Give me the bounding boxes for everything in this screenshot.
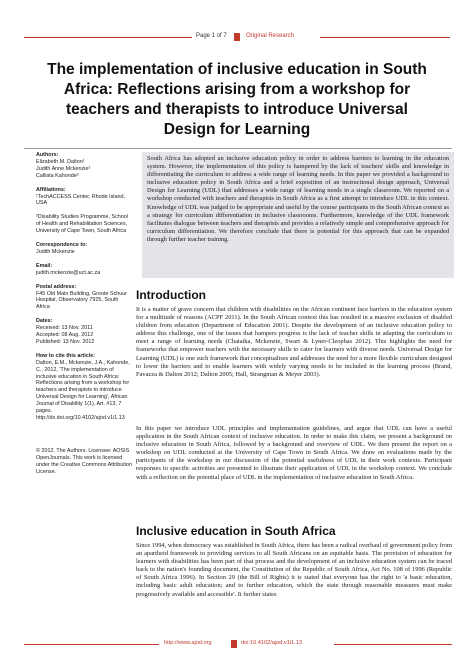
running-footer: [24, 640, 452, 648]
footer-rule-right: [334, 644, 452, 645]
sidebar-text: Judith Mckenzie: [36, 248, 75, 255]
doi-link[interactable]: doi:10.4102/ajod.v1i1.13: [241, 640, 302, 646]
paragraph: In this paper we introduce UDL principles and implementation guidelines, and argue that UDL can have a useful application in the South African context of inclusive education. In order to make this claim, we present a background on inclusive education in South Africa, followed by a background and overview of UDL. We then present the report on a workshop on UDL conducted at the University of Cape Town in South Africa. We draw on evaluations made by the participants of the workshop in our discussion of the potential usefulness of UDL in their work contexts. Participant responses to specific activities are presented to illustrate their application of UDL in the workshop context. We conclude with a reflection on the potential place of UDL in the implementation of inclusive education in South Africa.: [136, 425, 452, 481]
sidebar-text: F45 Old Main Building, Groote Schuur Hospital, Observatory 7925, South Africa: [36, 290, 128, 311]
sidebar-heading: Email:: [36, 262, 53, 269]
sidebar-heading: Postal address:: [36, 283, 77, 290]
page-number: Page 1 of 7: [196, 33, 227, 39]
section-heading-inclusive-education: Inclusive education in South Africa: [136, 524, 336, 538]
sidebar-text: Received: 13 Nov. 2011 Accepted: 08 Aug. 2012 Published: 13 Nov. 2012: [36, 325, 95, 345]
header-rule-left: [24, 37, 192, 38]
sidebar-heading: Authors:: [36, 152, 59, 158]
footer-marker: [231, 640, 237, 648]
journal-url-link[interactable]: http://www.ajod.org: [164, 640, 212, 646]
sidebar-heading: How to cite this article:: [36, 352, 96, 359]
license-note: © 2012. The Authors. Licensee: AOSIS OpenJournals. This work is licensed under the Creative Commons Attribution License.: [36, 447, 132, 475]
sidebar-text: Elizabeth M. Dalton¹ Judith Anne Mckenzie² Callista Kahonde²: [36, 158, 91, 179]
article-title: The implementation of inclusive education in South Africa: Reflections arising from a workshop for teachers and therapists to introduce Universal Design for Learning: [47, 61, 427, 138]
sidebar-text: ¹TechACCESS Center, Rhode Island, USA ²Disability Studies Programme, School of Health and Rehabilitation Sciences, University of Cape Town, South Africa: [36, 193, 128, 235]
article-type: Original Research: [246, 33, 295, 39]
sidebar-heading: Dates:: [36, 318, 53, 325]
header-rule-right: [320, 37, 450, 38]
paragraph: Since 1994, when democracy was established in South Africa, there has been a radical overhaul of government policy from an apartheid framework to providing services to all South Africans on an equitable basis. The provision of education for learners with disabilities has been part of that process and the development of an inclusive education system can be traced back to the nation's founding document, the Constitution of the Republic of South Africa, Act No. 108 of 1996 (Republic of South Africa 1996). In Section 29 (the Bill of Rights) it is stated that everyone has the right to 'a basic education, including basic adult education; and to further education, which the state through reasonable measures must make progressively available and accessible'. It further states: [136, 542, 452, 598]
citation-text: Dalton, E.M., Mckenzie, J.A., Kahonde, C., 2012, 'The implementation of inclusive education in South Africa: Reflections arising from a workshop for teachers and therapists to introduce Universal Design for Learning', African Journal of Disability 1(1), Art. #13, 7 pages. http://dx.doi.org/10.4102/ajod.v1i1.13: [36, 359, 130, 421]
title-divider: [24, 148, 452, 149]
section-heading-introduction: Introduction: [136, 288, 206, 302]
running-header: [0, 33, 474, 43]
footer-rule-left: [24, 644, 159, 645]
email-link[interactable]: judith.mckenzie@uct.ac.za: [36, 269, 101, 276]
sidebar-heading: Affiliations:: [36, 186, 66, 193]
sidebar-heading: Correspondence to:: [36, 241, 88, 248]
header-marker: [234, 33, 240, 41]
paragraph: It is a matter of grave concern that children with disabilities on the African continent face barriers in the education system for a multitude of reasons (ACPF 2011). In the South African context this has resulted in a massive exclusion of disabled children from education (Department of Education 2001). Despite the development of an inclusive education policy to address this challenge, one of the issues that hampers progress is the lack of teacher skills in adapting the curriculum to meet a range of learning needs (Chataika, Mckenzie, Swart & Lyner-Cleophas 2012). This highlights the need for frameworks that empower teachers with the necessary skills to cater for learners with diverse needs. Universal Design for Learning (UDL) is one such framework that conceptualises and addresses the need for a more flexible curriculum designed to lower the barriers and to enable learners with widely varying needs to be included in the learning process (Brand, Favazza & Dalton 2012; Dalton 2005; Hall, Strangman & Meyer 2003).: [136, 306, 452, 378]
author-sidebar: [36, 152, 132, 476]
abstract-box: South Africa has adopted an inclusive education policy in order to address barriers to learning in the education system. However, the implementation of this policy is hampered by the lack of teachers' skills and knowledge in differentiating the curriculum to address a wide range of learning needs. In this paper we provided a background to inclusive education policy in South Africa and a brief exposition of an instructional design approach, Universal Design for Learning (UDL) that addresses a wide range of learning needs in a single classroom. We reported on a workshop conducted with teachers and therapists in South Africa as a first attempt to introduce UDL in this context. Knowledge of UDL was judged to be appropriate and useful by the course participants in the South African context as a strategy for curriculum differentiation in inclusive classrooms. Furthermore, knowledge of the UDL framework facilitates dialogue between teachers and therapists and provides a relatively simple and comprehensive approach for curriculum differentiation. We therefore conclude that there is potential for this approach that can be expanded through further teacher training.: [142, 152, 454, 278]
